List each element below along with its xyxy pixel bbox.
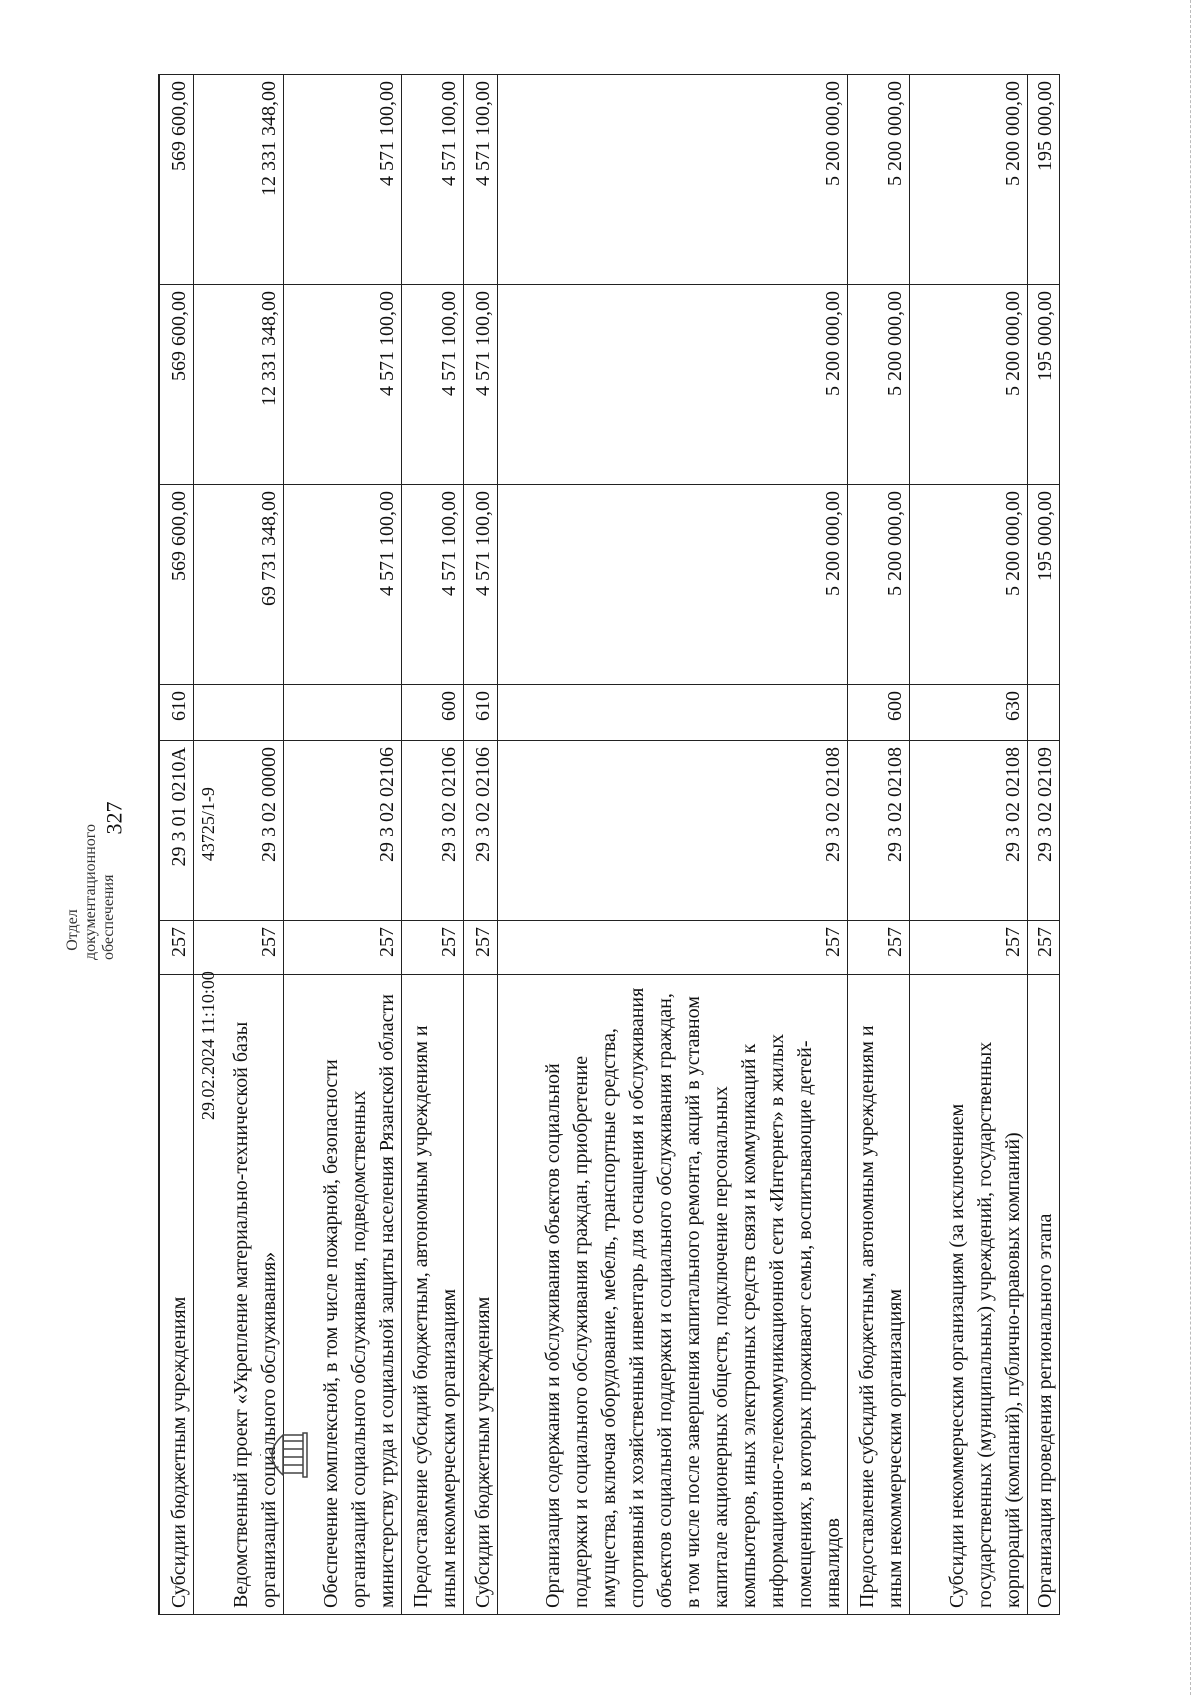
row-vr-code xyxy=(283,685,401,741)
row-sum-2024: 4 571 100,00 xyxy=(283,485,401,685)
row-sum-2024: 569 600,00 xyxy=(159,485,193,685)
row-ved-code: 257 xyxy=(1027,921,1059,975)
row-sum-2025: 4 571 100,00 xyxy=(283,285,401,485)
row-ved-code: 257 xyxy=(159,921,193,975)
row-vr-code: 600 xyxy=(401,685,463,741)
footer-date: 29.02.2024 11:10:00 xyxy=(198,971,218,1120)
row-sum-2026: 4 571 100,00 xyxy=(401,75,463,285)
row-csr-code: 29 3 02 02108 xyxy=(847,741,909,921)
footer xyxy=(198,720,219,1120)
row-sum-2025: 4 571 100,00 xyxy=(401,285,463,485)
row-sum-2026: 195 000,00 xyxy=(1027,75,1059,285)
row-sum-2024: 4 571 100,00 xyxy=(401,485,463,685)
row-csr-code: 29 3 02 02106 xyxy=(283,741,401,921)
budget-table xyxy=(158,74,1060,1615)
table-row xyxy=(847,75,909,1615)
row-vr-code: 610 xyxy=(159,685,193,741)
row-sum-2024: 195 000,00 xyxy=(1027,485,1059,685)
row-ved-code: 257 xyxy=(497,921,847,975)
row-sum-2025: 4 571 100,00 xyxy=(463,285,497,485)
row-csr-code: 29 3 02 02109 xyxy=(1027,741,1059,921)
table-row xyxy=(497,75,847,1615)
row-description: Организация проведения регионального этапа xyxy=(1027,975,1059,1615)
row-vr-code: 630 xyxy=(909,685,1027,741)
row-sum-2026: 5 200 000,00 xyxy=(847,75,909,285)
row-sum-2025: 12 331 348,00 xyxy=(193,285,283,485)
row-sum-2025: 5 200 000,00 xyxy=(497,285,847,485)
row-description: Обеспечение комплексной, в том числе пожарной, безопасности организаций социального обслуживания, подведомственных министерству труда и социальной защиты населения Рязанской области xyxy=(283,975,401,1615)
row-csr-code: 29 3 02 02106 xyxy=(401,741,463,921)
row-sum-2026: 5 200 000,00 xyxy=(497,75,847,285)
row-vr-code: 610 xyxy=(463,685,497,741)
budget-table-rotated xyxy=(158,75,1056,1615)
row-sum-2026: 5 200 000,00 xyxy=(909,75,1027,285)
row-sum-2024: 4 571 100,00 xyxy=(463,485,497,685)
row-vr-code xyxy=(497,685,847,741)
row-ved-code: 257 xyxy=(909,921,1027,975)
row-sum-2024: 69 731 348,00 xyxy=(193,485,283,685)
row-vr-code: 600 xyxy=(847,685,909,741)
row-csr-code: 29 3 02 02106 xyxy=(463,741,497,921)
row-sum-2025: 5 200 000,00 xyxy=(909,285,1027,485)
row-sum-2024: 5 200 000,00 xyxy=(847,485,909,685)
table-row xyxy=(159,75,193,1615)
row-description: Предоставление субсидий бюджетным, автономным учреждениям и иным некоммерческим организациям xyxy=(401,975,463,1615)
row-vr-code xyxy=(1027,685,1059,741)
row-ved-code: 257 xyxy=(463,921,497,975)
footer-doc-id: 43725/1-9 xyxy=(198,787,218,862)
row-sum-2024: 5 200 000,00 xyxy=(497,485,847,685)
scan-edge xyxy=(1190,0,1192,1695)
stamp-line-2: обеспечения xyxy=(100,874,117,960)
table-row xyxy=(463,75,497,1615)
row-description: Субсидии бюджетным учреждениям xyxy=(159,975,193,1615)
row-sum-2026: 12 331 348,00 xyxy=(193,75,283,285)
row-sum-2025: 195 000,00 xyxy=(1027,285,1059,485)
row-sum-2026: 569 600,00 xyxy=(159,75,193,285)
row-sum-2026: 4 571 100,00 xyxy=(463,75,497,285)
row-sum-2024: 5 200 000,00 xyxy=(909,485,1027,685)
row-sum-2026: 4 571 100,00 xyxy=(283,75,401,285)
table-row xyxy=(909,75,1027,1615)
row-description: Предоставление субсидий бюджетным, автономным учреждениям и иным некоммерческим организациям xyxy=(847,975,909,1615)
row-ved-code: 257 xyxy=(401,921,463,975)
row-ved-code: 257 xyxy=(193,921,283,975)
page-number: 327 xyxy=(101,801,127,835)
row-sum-2025: 5 200 000,00 xyxy=(847,285,909,485)
row-csr-code: 29 3 02 00000 xyxy=(193,741,283,921)
row-description: Субсидии бюджетным учреждениям xyxy=(463,975,497,1615)
row-description: Организация содержания и обслуживания объектов социальной поддержки и социального обслуживания граждан, приобретение имущества, включая оборудование, мебель, транспортные средства, спортивный и хозяйственный инвентарь для оснащения и обслуживания объектов социальной поддержки и социального обслуживания граждан, в том числе после завершения капитального ремонта, акций в уставном капитале акционерных обществ, подключение персональных компьютеров, иных электронных средств связи и коммуникаций к информационно-телекоммуникационной сети «Интернет» в жилых помещениях, в которых проживают семьи, воспитывающие детей-инвалидов xyxy=(497,975,847,1615)
row-csr-code: 29 3 01 0210А xyxy=(159,741,193,921)
row-description: Ведомственный проект «Укрепление материально-технической базы организаций социального обслуживания» xyxy=(193,975,283,1615)
row-description: Субсидии некоммерческим организациям (за исключением государственных (муниципальных) учреждений, государственных корпораций (компаний), публично-правовых компаний) xyxy=(909,975,1027,1615)
row-ved-code: 257 xyxy=(847,921,909,975)
table-row xyxy=(401,75,463,1615)
table-row xyxy=(283,75,401,1615)
row-csr-code: 29 3 02 02108 xyxy=(497,741,847,921)
duma-emblem-icon xyxy=(260,1420,316,1490)
table-row xyxy=(1027,75,1059,1615)
row-ved-code: 257 xyxy=(283,921,401,975)
row-sum-2025: 569 600,00 xyxy=(159,285,193,485)
row-csr-code: 29 3 02 02108 xyxy=(909,741,1027,921)
stamp-line-1: Отдел документационного xyxy=(64,824,99,960)
